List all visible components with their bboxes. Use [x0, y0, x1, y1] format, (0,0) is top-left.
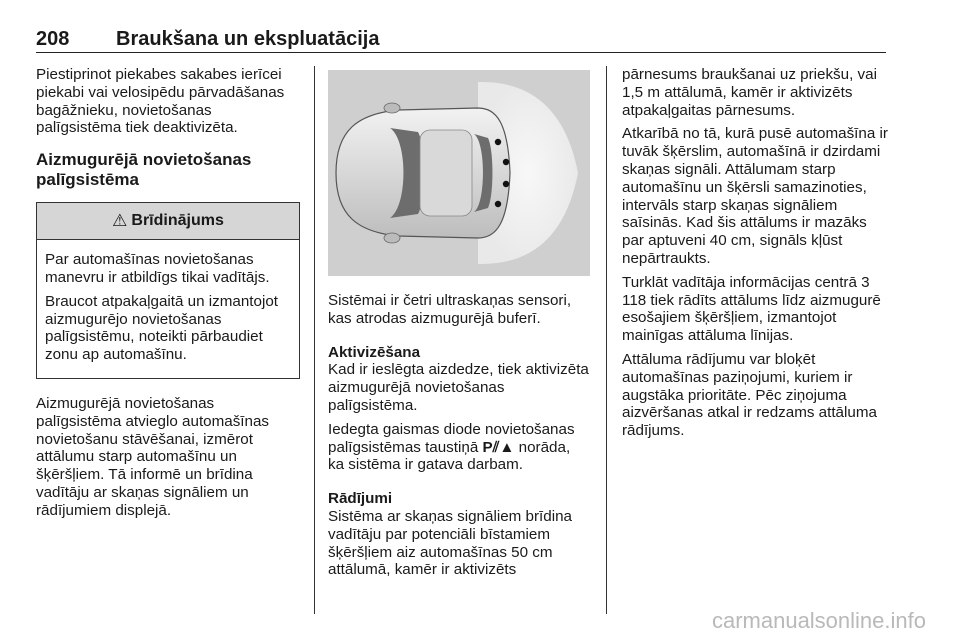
page-number: 208 — [36, 28, 70, 50]
car-top-view-with-sensors-icon — [328, 70, 590, 276]
warning-triangle-icon: ⚠ — [112, 211, 128, 231]
body-paragraph: Turklāt vadītāja informācijas centrā 3 118 tiek rādīts attālums līdz aizmugurē esošajiem šķēršļiem, izmantojot mainīgas attāluma līnijas. — [622, 273, 881, 345]
body-paragraph: pārnesums braukšanai uz priekšu, vai 1,5 m attālumā, kamēr ir aktivizēts atpakaļgaitas pārnesums. — [622, 66, 877, 119]
section-heading: Aizmugurējā novietošanas palīgsistēma — [36, 150, 252, 190]
led-text-end: norāda, ka sistēma ir gatava darbam. — [328, 438, 571, 474]
figure-caption: Sistēmai ir četri ultraskaņas sensori, kas atrodas aizmugurējā buferī. — [328, 292, 572, 327]
indications-paragraph: Sistēma ar skaņas signāliem brīdina vadītāju par potenciāli bīstamiem šķēršļiem aiz automašīnas 50 cm attālumā, kamēr ir aktivizēts — [328, 507, 572, 579]
page-title: Braukšana un ekspluatācija — [116, 28, 380, 50]
car-sensor-figure — [328, 70, 590, 276]
page-header — [36, 28, 886, 53]
column-left — [36, 66, 300, 526]
indications-heading: Rādījumi — [328, 490, 393, 508]
body-paragraph: Atkarībā no tā, kurā pusē automašīna ir tuvāk šķērslim, automašīnā ir dzirdami skaņas signāli. Attālumam starp automašīnu un šķērsli samazinoties, intervāls starp skaņas signāliem saīsinās. Kad šis attālums ir mazāks par aptuveni 40 cm, signāls kļūst nepārtraukts. — [622, 125, 888, 267]
watermark: carmanualsonline.info — [711, 608, 926, 633]
body-paragraph: Attāluma rādījumu var bloķēt automašīnas paziņojumi, kuriem ir augstāka prioritāte. Pēc ziņojuma aizvēršanas atkal ir redzams attāluma rādījums. — [622, 350, 877, 440]
warning-paragraph: Par automašīnas novietošanas manevru ir atbildīgs tikai vadītājs. — [45, 251, 270, 286]
column-divider — [314, 66, 315, 614]
body-paragraph: Aizmugurējā novietošanas palīgsistēma atvieglo automašīnas novietošanu stāvēšanai, izmērot attālumu starp automašīnu un šķēršļiem. Tā informē un brīdina vadītāju ar skaņas signāliem un rādījumiem displejā. — [36, 394, 270, 519]
warning-title: Brīdinājums — [131, 212, 224, 230]
warning-box — [36, 202, 300, 379]
warning-body — [37, 240, 299, 378]
warning-paragraph: Braucot atpakaļgaitā un izmantojot aizmugurējo novietošanas palīgsistēmu, noteikti pārbaudiet zonu ap automašīnu. — [45, 292, 279, 364]
warning-header — [37, 203, 299, 240]
column-right — [622, 66, 888, 446]
column-middle — [328, 66, 590, 585]
activation-paragraph: Kad ir ieslēgta aizdedze, tiek aktivizēta aizmugurējā novietošanas palīgsistēma. — [328, 361, 589, 414]
activation-heading: Aktivizēšana — [328, 343, 421, 361]
column-divider — [606, 66, 607, 614]
park-assist-key-icon: P⫽▲ — [482, 438, 515, 456]
led-paragraph — [328, 421, 590, 474]
intro-paragraph: Piestiprinot piekabes sakabes ierīcei piekabi vai velosipēdu pārvadāšanas bagāžnieku, novietošanas palīgsistēma tiek deaktivizēta. — [36, 66, 285, 137]
led-text-start: Iedegta gaismas diode novietošanas palīgsistēmas taustiņā — [328, 420, 575, 456]
